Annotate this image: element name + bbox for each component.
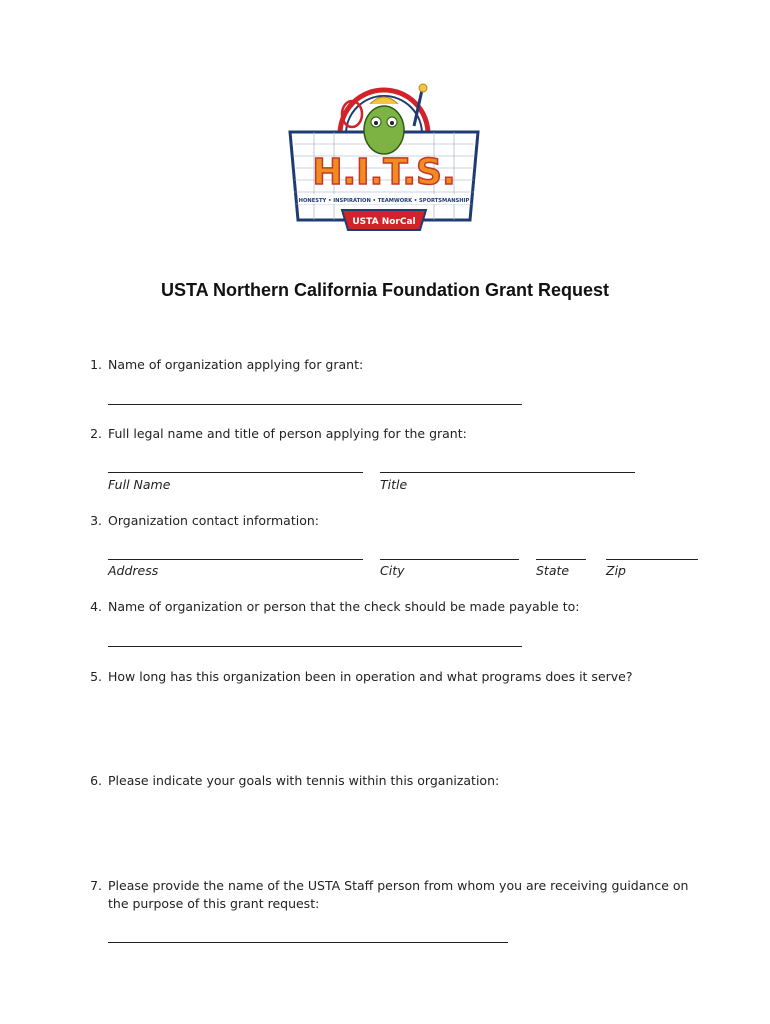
hits-logo-graphic [284, 82, 484, 237]
title-label: Title [380, 477, 408, 492]
city-field[interactable] [380, 559, 519, 560]
question-3 [84, 512, 724, 530]
title-field[interactable] [380, 472, 635, 473]
question-text: Please indicate your goals with tennis within this organization: [108, 773, 500, 788]
full-name-field[interactable] [108, 472, 363, 473]
hits-logo [284, 82, 484, 237]
question-number: 6. [90, 773, 102, 788]
question-text: Name of organization applying for grant: [108, 357, 364, 372]
state-label: State [536, 563, 570, 578]
page-title: USTA Northern California Foundation Grant Request [160, 280, 609, 300]
logo-tagline: HONESTY • INSPIRATION • TEAMWORK • SPORTSMANSHIP [298, 198, 470, 204]
state-field[interactable] [536, 559, 586, 560]
question-number: 5. [90, 669, 102, 684]
question-1 [84, 356, 724, 374]
question-text: Please provide the name of the USTA Staff person from whom you are receiving guidance on the purpose of this grant request: [108, 878, 689, 911]
question-6 [84, 772, 724, 790]
zip-label: Zip [606, 563, 626, 578]
logo-banner-text: USTA NorCal [352, 217, 416, 227]
question-number: 1. [90, 357, 102, 372]
question-5 [84, 668, 724, 686]
question-number: 2. [90, 426, 102, 441]
question-number: 7. [90, 878, 102, 893]
logo-main-text: H.I.T.S. [312, 152, 456, 193]
full-name-label: Full Name [108, 477, 171, 492]
question-number: 4. [90, 599, 102, 614]
payable-to-field[interactable] [108, 646, 522, 647]
question-4 [84, 598, 724, 616]
zip-field[interactable] [606, 559, 698, 560]
address-label: Address [108, 563, 159, 578]
city-label: City [380, 563, 405, 578]
question-text: Full legal name and title of person applying for the grant: [108, 426, 467, 441]
question-number: 3. [90, 513, 102, 528]
usta-staff-field[interactable] [108, 942, 508, 943]
org-name-field[interactable] [108, 404, 522, 405]
address-field[interactable] [108, 559, 363, 560]
question-7 [84, 877, 724, 913]
question-text: Organization contact information: [108, 513, 319, 528]
question-2 [84, 425, 724, 443]
question-text: How long has this organization been in operation and what programs does it serve? [108, 669, 633, 684]
question-text: Name of organization or person that the check should be made payable to: [108, 599, 580, 614]
